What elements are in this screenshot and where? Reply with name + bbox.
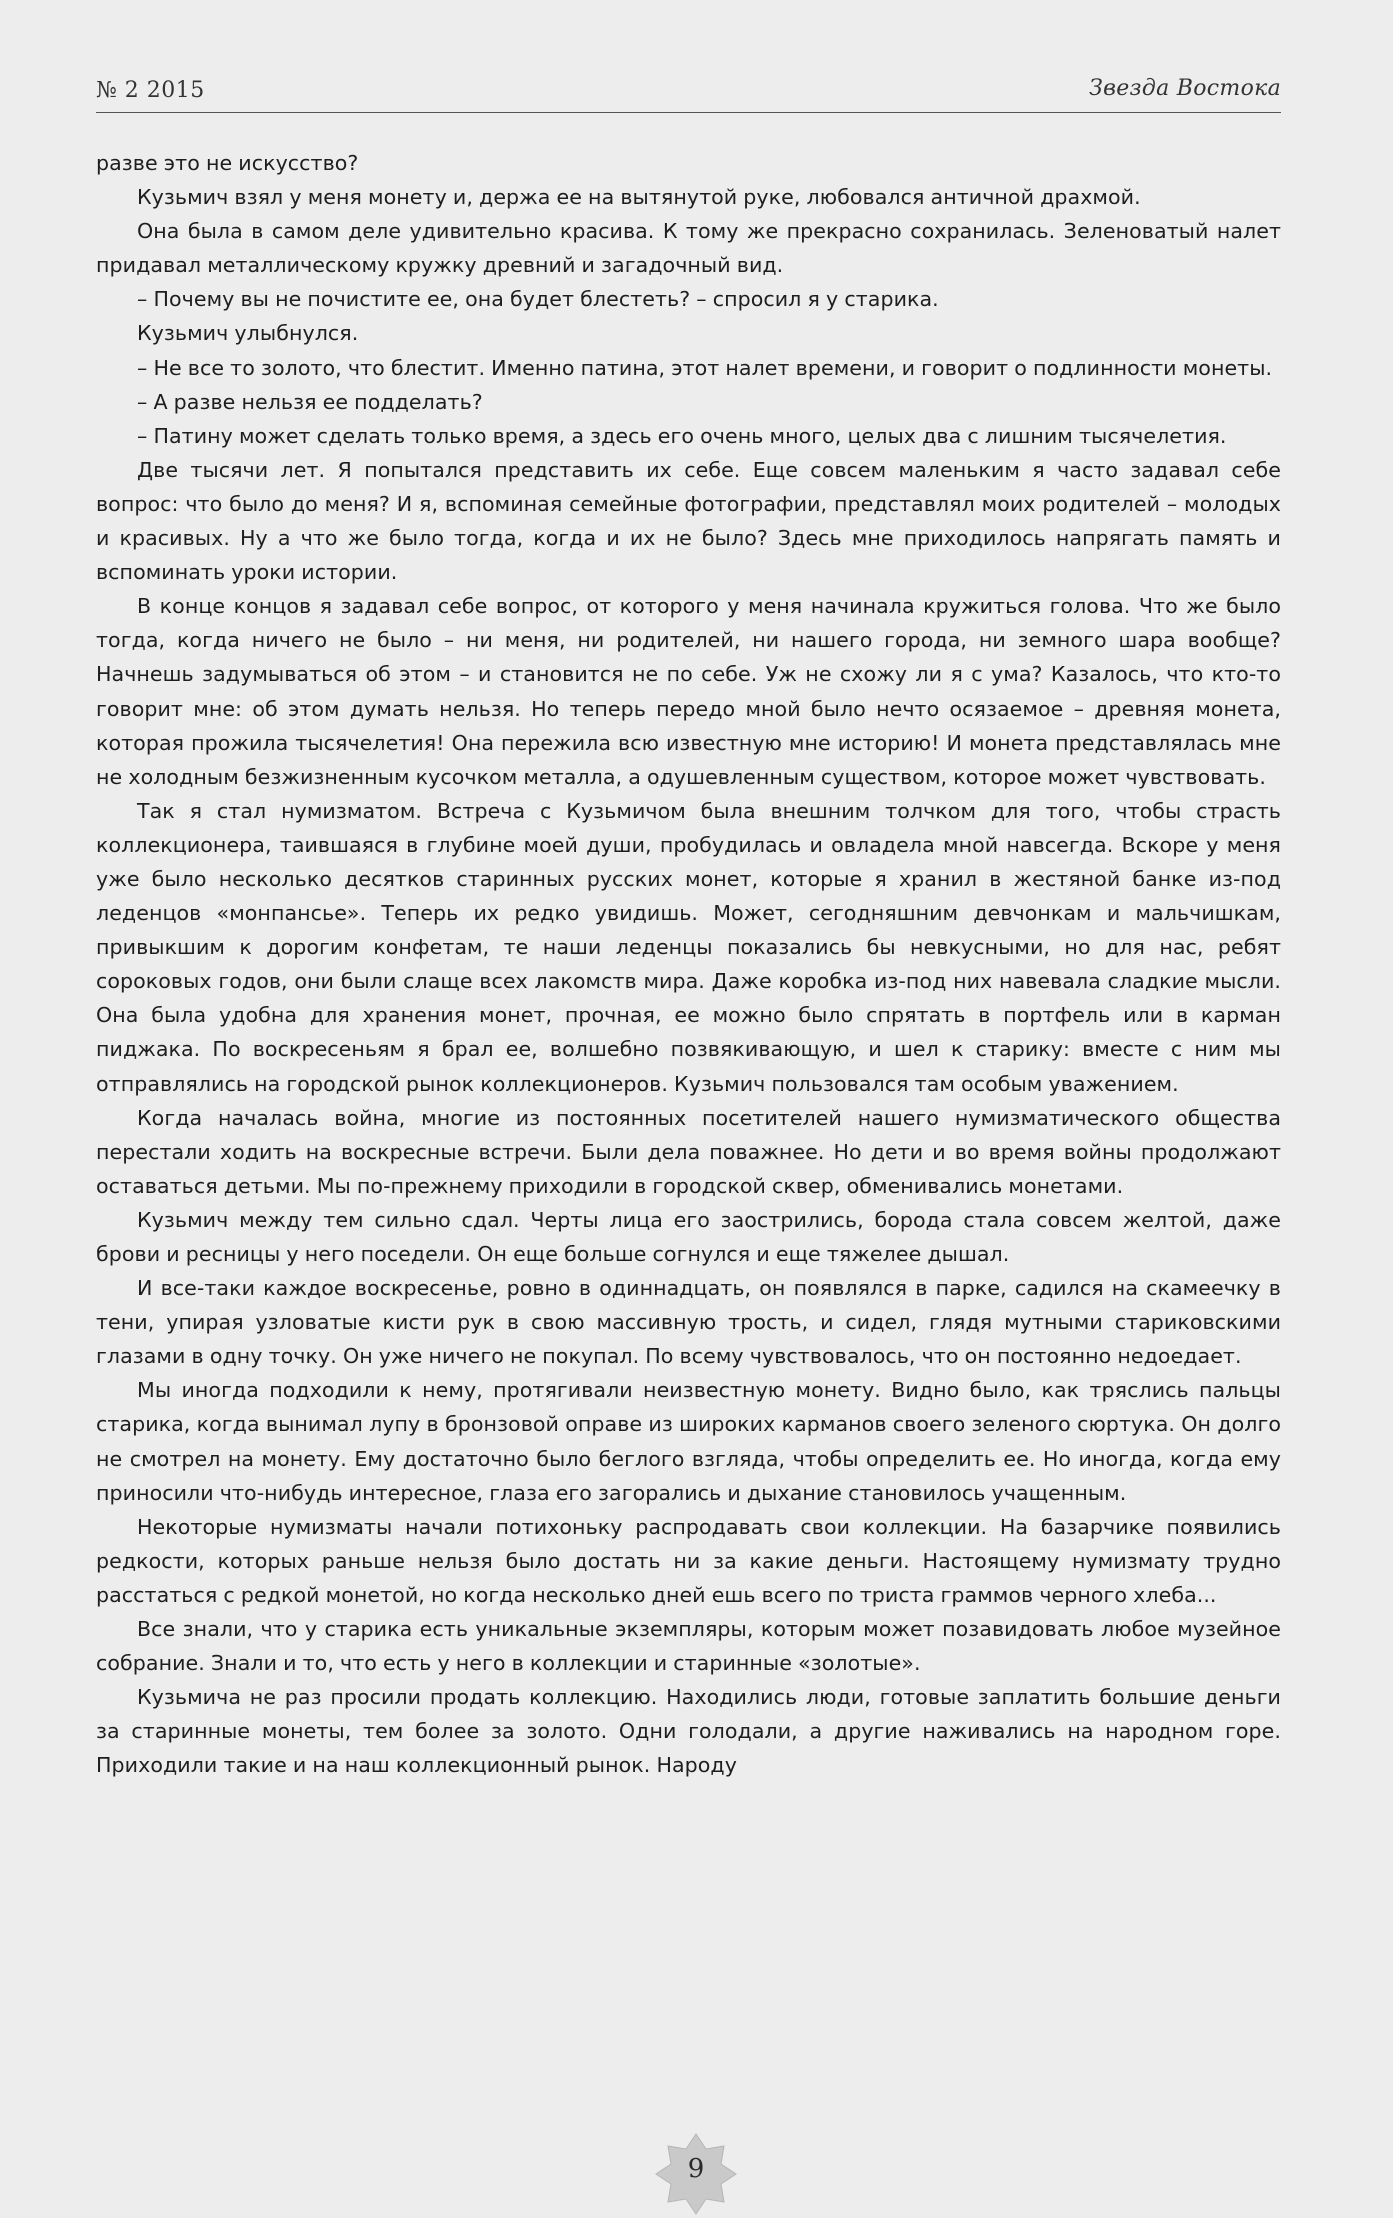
paragraph: И все-таки каждое воскресенье, ровно в одиннадцать, он появлялся в парке, садился на скамеечку в тени, упирая узловатые кисти рук в свою массивную трость, и сидел, глядя мутными стариковскими глазами в одну точку. Он уже ничего не покупал. По всему чувствовалось, что он постоянно недоедает. — [96, 1276, 1281, 1369]
paragraph: Кузьмич взял у меня монету и, держа ее на вытянутой руке, любовался античной драхмой. — [137, 185, 1141, 210]
paragraph: – А разве нельзя ее подделать? — [137, 389, 483, 414]
paragraph: – Патину может сделать только время, а здесь его очень много, целых два с лишним тысячелетия. — [137, 423, 1227, 448]
paragraph: Некоторые нумизматы начали потихоньку распродавать свои коллекции. На базарчике появились редкости, которых раньше нельзя было достать ни за какие деньги. Настоящему нумизмату трудно расстаться с редкой монетой, но когда несколько дней ешь всего по триста граммов черного хлеба... — [96, 1514, 1281, 1607]
paragraph: В конце концов я задавал себе вопрос, от которого у меня начинала кружиться голова. Что же было тогда, когда ничего не было – ни меня, ни родителей, ни нашего города, ни земного шара вообще? Начнешь задумываться об этом – и становится не по себе. Уж не схожу ли я с ума? Казалось, что кто-то говорит мне: об этом думать нельзя. Но теперь передо мной было нечто осязаемое – древняя монета, которая прожила тысячелетия! Она пережила всю известную мне историю! И монета представлялась мне не холодным безжизненным кусочком металла, а одушевленным существом, которое может чувствовать. — [96, 594, 1281, 789]
paragraph: Она была в самом деле удивительно красива. К тому же прекрасно сохранилась. Зеленоватый налет придавал металлическому кружку древний и загадочный вид. — [96, 219, 1281, 278]
page-number: 9 — [687, 2154, 705, 2184]
page-number-badge — [654, 2132, 738, 2216]
journal-title: Звезда Востока — [1089, 76, 1281, 101]
paragraph: – Почему вы не почистите ее, она будет блестеть? – спросил я у старика. — [137, 287, 939, 312]
paragraph: – Не все то золото, что блестит. Именно патина, этот налет времени, и говорит о подлинности монеты. — [137, 355, 1273, 380]
issue-number: № 2 2015 — [96, 78, 205, 103]
paragraph: разве это не искусство? — [96, 151, 359, 175]
running-header — [96, 72, 1281, 113]
article-body — [96, 146, 1281, 1783]
paragraph: Кузьмича не раз просили продать коллекцию. Находились люди, готовые заплатить большие деньги за старинные монеты, тем более за золото. Одни голодали, а другие наживались на народном горе. Приходили такие и на наш коллекционный рынок. Народу — [96, 1685, 1281, 1778]
paragraph: Кузьмич улыбнулся. — [137, 321, 359, 346]
paragraph: Мы иногда подходили к нему, протягивали неизвестную монету. Видно было, как тряслись пальцы старика, когда вынимал лупу в бронзовой оправе из широких карманов своего зеленого сюртука. Он долго не смотрел на монету. Ему достаточно было беглого взгляда, чтобы определить ее. Но иногда, когда ему приносили что-нибудь интересное, глаза его загорались и дыхание становилось учащенным. — [96, 1378, 1281, 1505]
paragraph: Кузьмич между тем сильно сдал. Черты лица его заострились, борода стала совсем желтой, даже брови и ресницы у него поседели. Он еще больше согнулся и еще тяжелее дышал. — [96, 1207, 1281, 1266]
paragraph: Две тысячи лет. Я попытался представить их себе. Еще совсем маленьким я часто задавал себе вопрос: что было до меня? И я, вспоминая семейные фотографии, представлял моих родителей – молодых и красивых. Ну а что же было тогда, когда и их не было? Здесь мне приходилось напрягать память и вспоминать уроки истории. — [96, 457, 1281, 585]
paragraph: Все знали, что у старика есть уникальные экземпляры, которым может позавидовать любое музейное собрание. Знали и то, что есть у него в коллекции и старинные «золотые». — [96, 1617, 1281, 1676]
paragraph: Когда началась война, многие из постоянных посетителей нашего нумизматического общества перестали ходить на воскресные встречи. Были дела поважнее. Но дети и во время войны продолжают оставаться детьми. Мы по-прежнему приходили в городской сквер, обменивались монетами. — [96, 1105, 1281, 1198]
paragraph: Так я стал нумизматом. Встреча с Кузьмичом была внешним толчком для того, чтобы страсть коллекционера, таившаяся в глубине моей души, пробудилась и овладела мной навсегда. Вскоре у меня уже было несколько десятков старинных русских монет, которые я хранил в жестяной банке из-под леденцов «монпансье». Теперь их редко увидишь. Может, сегодняшним девчонкам и мальчишкам, привыкшим к дорогим конфетам, те наши леденцы показались бы невкусными, но для нас, ребят сороковых годов, они были слаще всех лакомств мира. Даже коробка из-под них навевала сладкие мысли. Она была удобна для хранения монет, прочная, ее можно было спрятать в портфель или в карман пиджака. По воскресеньям я брал ее, волшебно позвякивающую, и шел к старику: вместе с ним мы отправлялись на городской рынок коллекционеров. Кузьмич пользовался там особым уважением. — [96, 798, 1281, 1096]
